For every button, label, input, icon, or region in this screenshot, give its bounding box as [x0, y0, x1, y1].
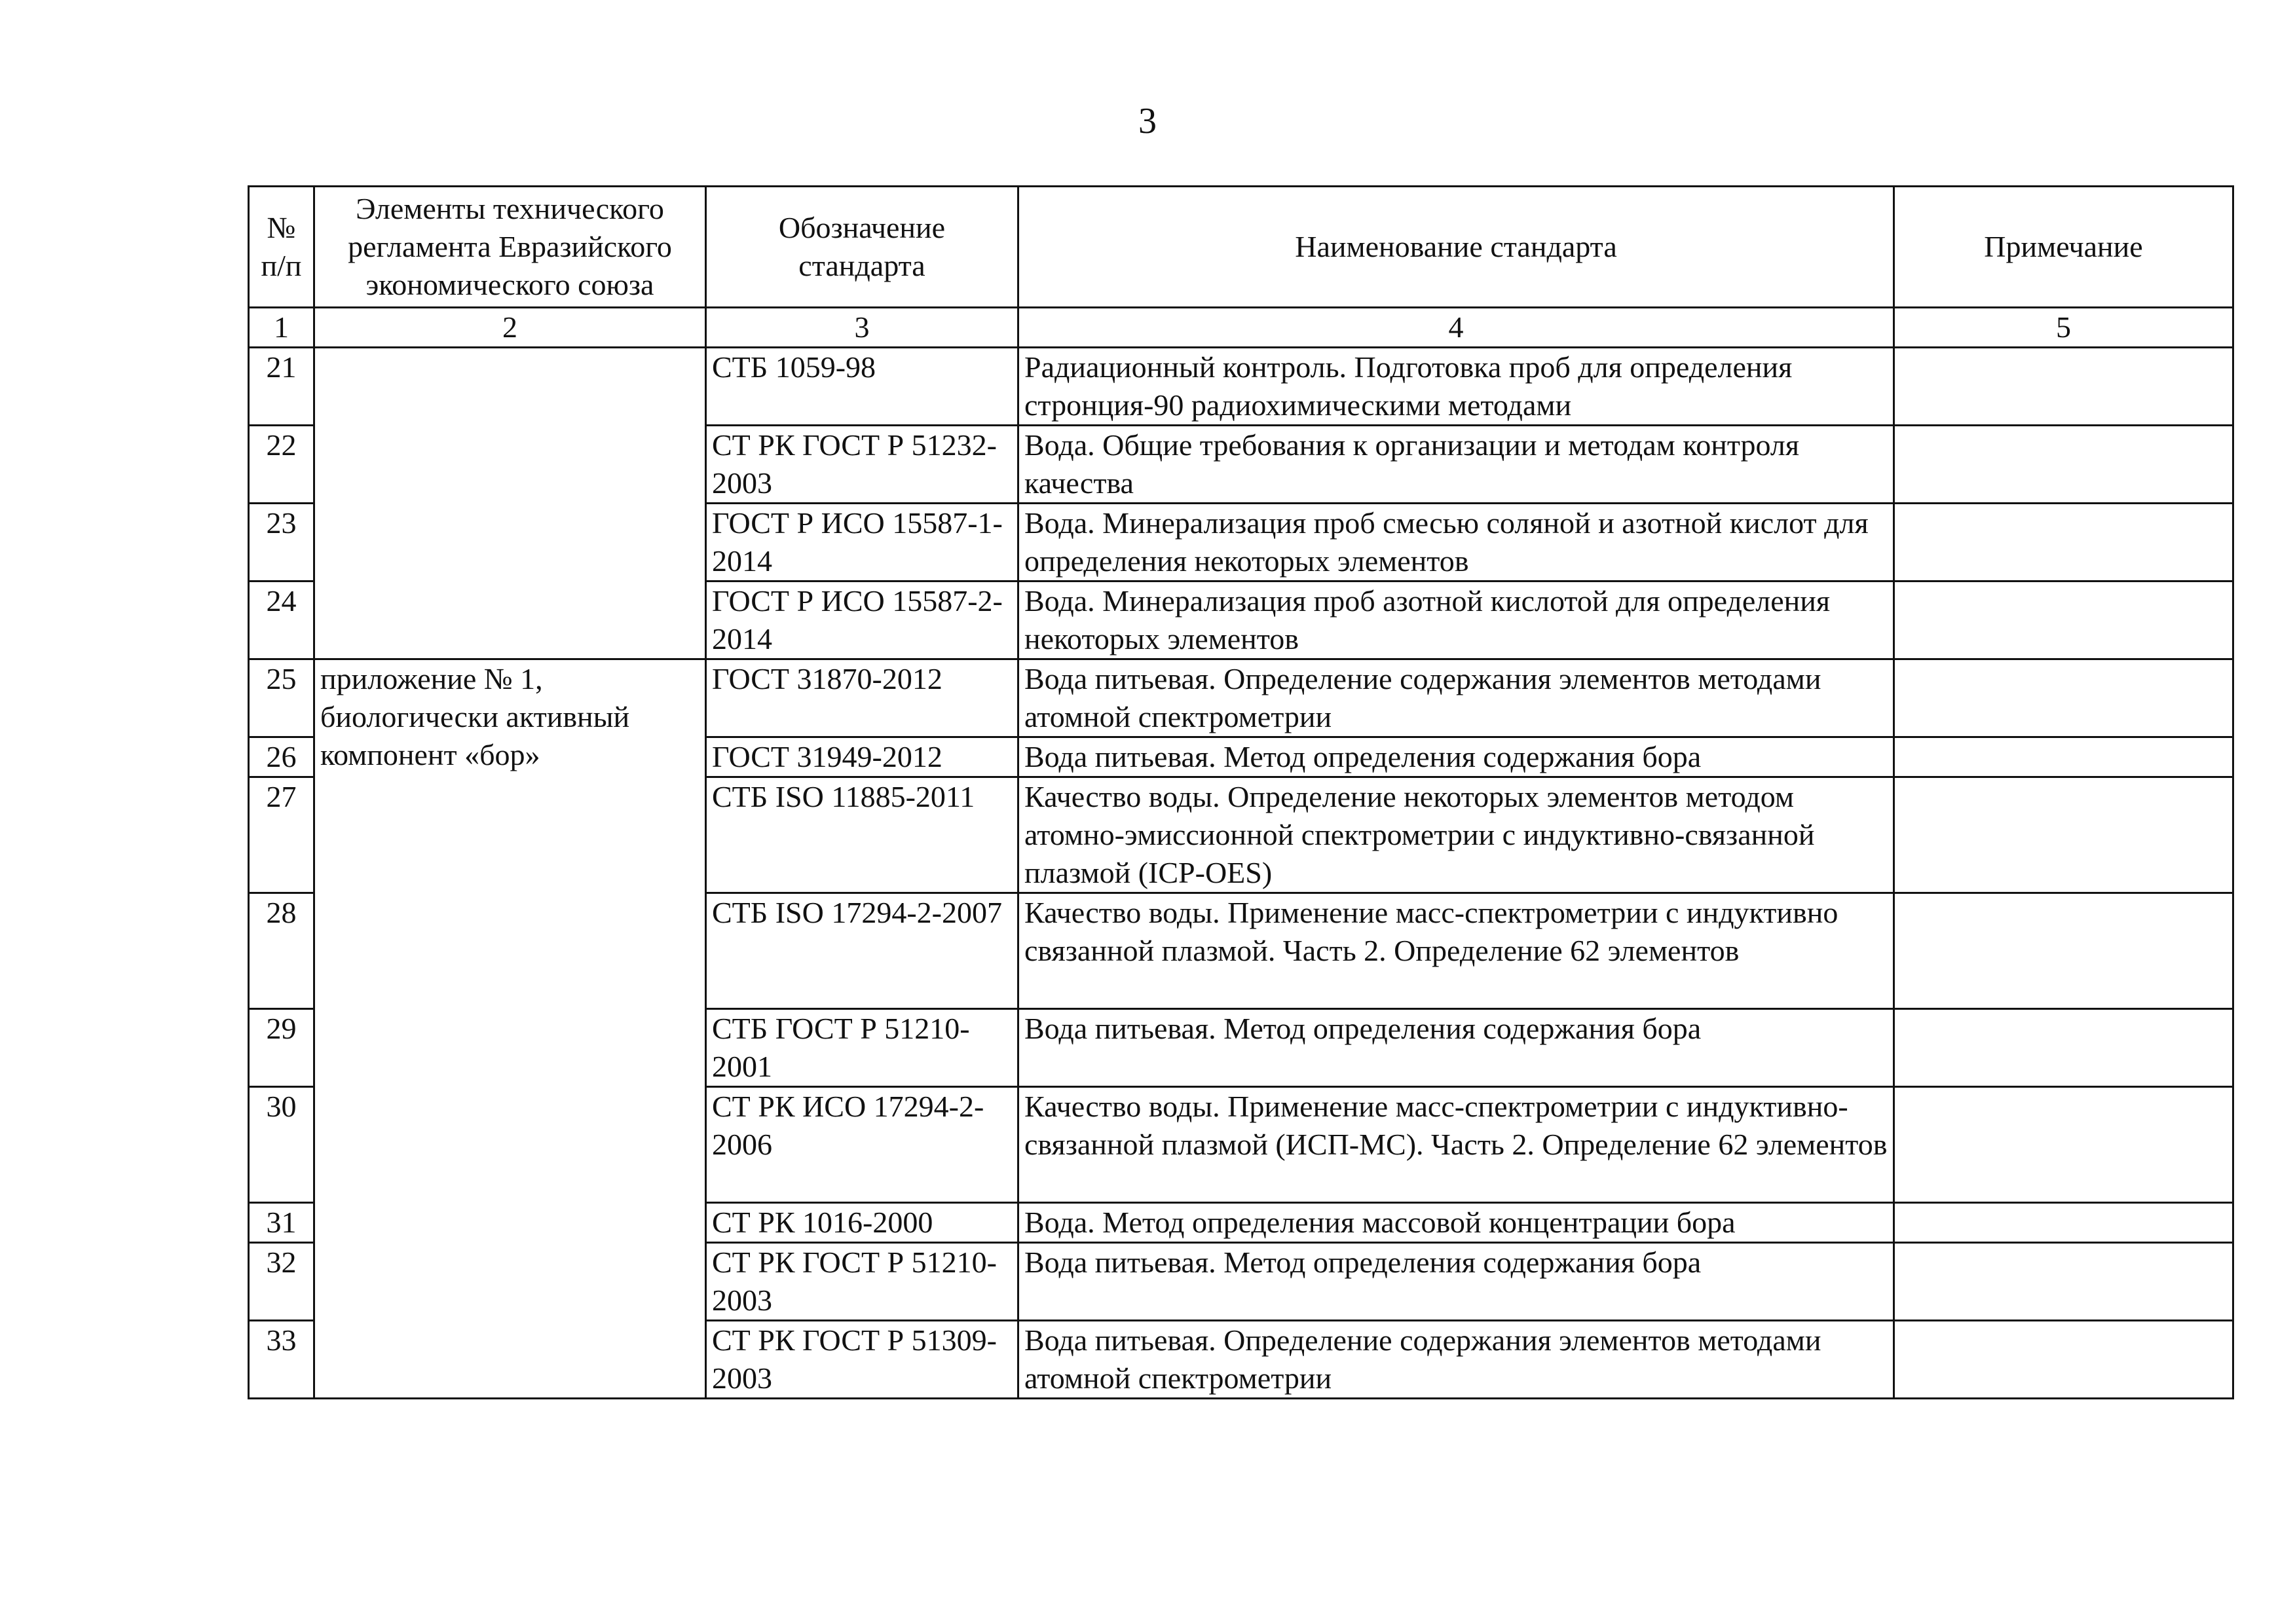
standard-name: Качество воды. Применение масс-спектрометрии с индуктивно-связанной плазмой (ИСП-МС). Часть 2. Определение 62 элементов — [1018, 1087, 1894, 1203]
standard-code: СТ РК 1016-2000 — [706, 1203, 1018, 1243]
table-row — [249, 348, 2233, 426]
row-number: 24 — [249, 581, 314, 659]
column-number: 2 — [314, 308, 706, 348]
standard-note — [1894, 777, 2233, 893]
row-number: 25 — [249, 659, 314, 737]
standard-name: Вода. Метод определения массовой концентрации бора — [1018, 1203, 1894, 1243]
standard-code: ГОСТ 31949-2012 — [706, 737, 1018, 777]
standard-note — [1894, 1243, 2233, 1321]
standards-table — [248, 185, 2234, 1399]
column-number: 3 — [706, 308, 1018, 348]
standard-name: Вода питьевая. Метод определения содержания бора — [1018, 737, 1894, 777]
standard-note — [1894, 1087, 2233, 1203]
standard-name: Вода. Общие требования к организации и методам контроля качества — [1018, 426, 1894, 504]
standard-name: Вода питьевая. Определение содержания элементов методами атомной спектрометрии — [1018, 659, 1894, 737]
standard-code: ГОСТ Р ИСО 15587-2-2014 — [706, 581, 1018, 659]
table-row — [249, 659, 2233, 737]
standard-code: ГОСТ Р ИСО 15587-1-2014 — [706, 504, 1018, 581]
standard-note — [1894, 1321, 2233, 1399]
row-number: 26 — [249, 737, 314, 777]
standard-name: Вода. Минерализация проб смесью соляной и азотной кислот для определения некоторых элементов — [1018, 504, 1894, 581]
standard-code: СТ РК ГОСТ Р 51232-2003 — [706, 426, 1018, 504]
standard-name: Вода. Минерализация проб азотной кислотой для определения некоторых элементов — [1018, 581, 1894, 659]
standard-note — [1894, 1203, 2233, 1243]
row-number: 29 — [249, 1009, 314, 1087]
standard-code: СТБ 1059-98 — [706, 348, 1018, 426]
standard-note — [1894, 737, 2233, 777]
standard-code: ГОСТ 31870-2012 — [706, 659, 1018, 737]
column-number: 5 — [1894, 308, 2233, 348]
element-group-label: приложение № 1, биологически активный компонент «бор» — [314, 659, 706, 1399]
column-number: 1 — [249, 308, 314, 348]
standard-code: СТ РК ИСО 17294-2-2006 — [706, 1087, 1018, 1203]
standard-code: СТ РК ГОСТ Р 51210-2003 — [706, 1243, 1018, 1321]
row-number: 32 — [249, 1243, 314, 1321]
row-number: 27 — [249, 777, 314, 893]
standard-code: СТБ ISO 11885-2011 — [706, 777, 1018, 893]
standard-name: Вода питьевая. Метод определения содержания бора — [1018, 1009, 1894, 1087]
row-number: 30 — [249, 1087, 314, 1203]
standard-name: Качество воды. Применение масс-спектрометрии с индуктивно связанной плазмой. Часть 2. Определение 62 элементов — [1018, 893, 1894, 1009]
element-cell-empty — [314, 348, 706, 659]
standard-note — [1894, 348, 2233, 426]
column-numbers-row — [249, 308, 2233, 348]
standard-note — [1894, 426, 2233, 504]
standard-note — [1894, 1009, 2233, 1087]
col-header-note: Примечание — [1894, 187, 2233, 308]
standard-name: Вода питьевая. Метод определения содержания бора — [1018, 1243, 1894, 1321]
standard-note — [1894, 581, 2233, 659]
standard-note — [1894, 504, 2233, 581]
row-number: 31 — [249, 1203, 314, 1243]
standard-note — [1894, 659, 2233, 737]
standard-code: СТ РК ГОСТ Р 51309-2003 — [706, 1321, 1018, 1399]
col-header-element: Элементы технического регламента Евразийского экономического союза — [314, 187, 706, 308]
col-header-name: Наименование стандарта — [1018, 187, 1894, 308]
page-number: 3 — [1138, 101, 1157, 141]
standard-name: Радиационный контроль. Подготовка проб для определения стронция-90 радиохимическими методами — [1018, 348, 1894, 426]
standard-name: Качество воды. Определение некоторых элементов методом атомно-эмиссионной спектрометрии с индуктивно-связанной плазмой (ICP-OES) — [1018, 777, 1894, 893]
standard-code: СТБ ГОСТ Р 51210-2001 — [706, 1009, 1018, 1087]
header-row — [249, 187, 2233, 308]
row-number: 23 — [249, 504, 314, 581]
standard-code: СТБ ISO 17294-2-2007 — [706, 893, 1018, 1009]
row-number: 22 — [249, 426, 314, 504]
col-header-num: № п/п — [249, 187, 314, 308]
column-number: 4 — [1018, 308, 1894, 348]
col-header-designation: Обозначение стандарта — [706, 187, 1018, 308]
row-number: 33 — [249, 1321, 314, 1399]
row-number: 28 — [249, 893, 314, 1009]
standard-name: Вода питьевая. Определение содержания элементов методами атомной спектрометрии — [1018, 1321, 1894, 1399]
standard-note — [1894, 893, 2233, 1009]
row-number: 21 — [249, 348, 314, 426]
